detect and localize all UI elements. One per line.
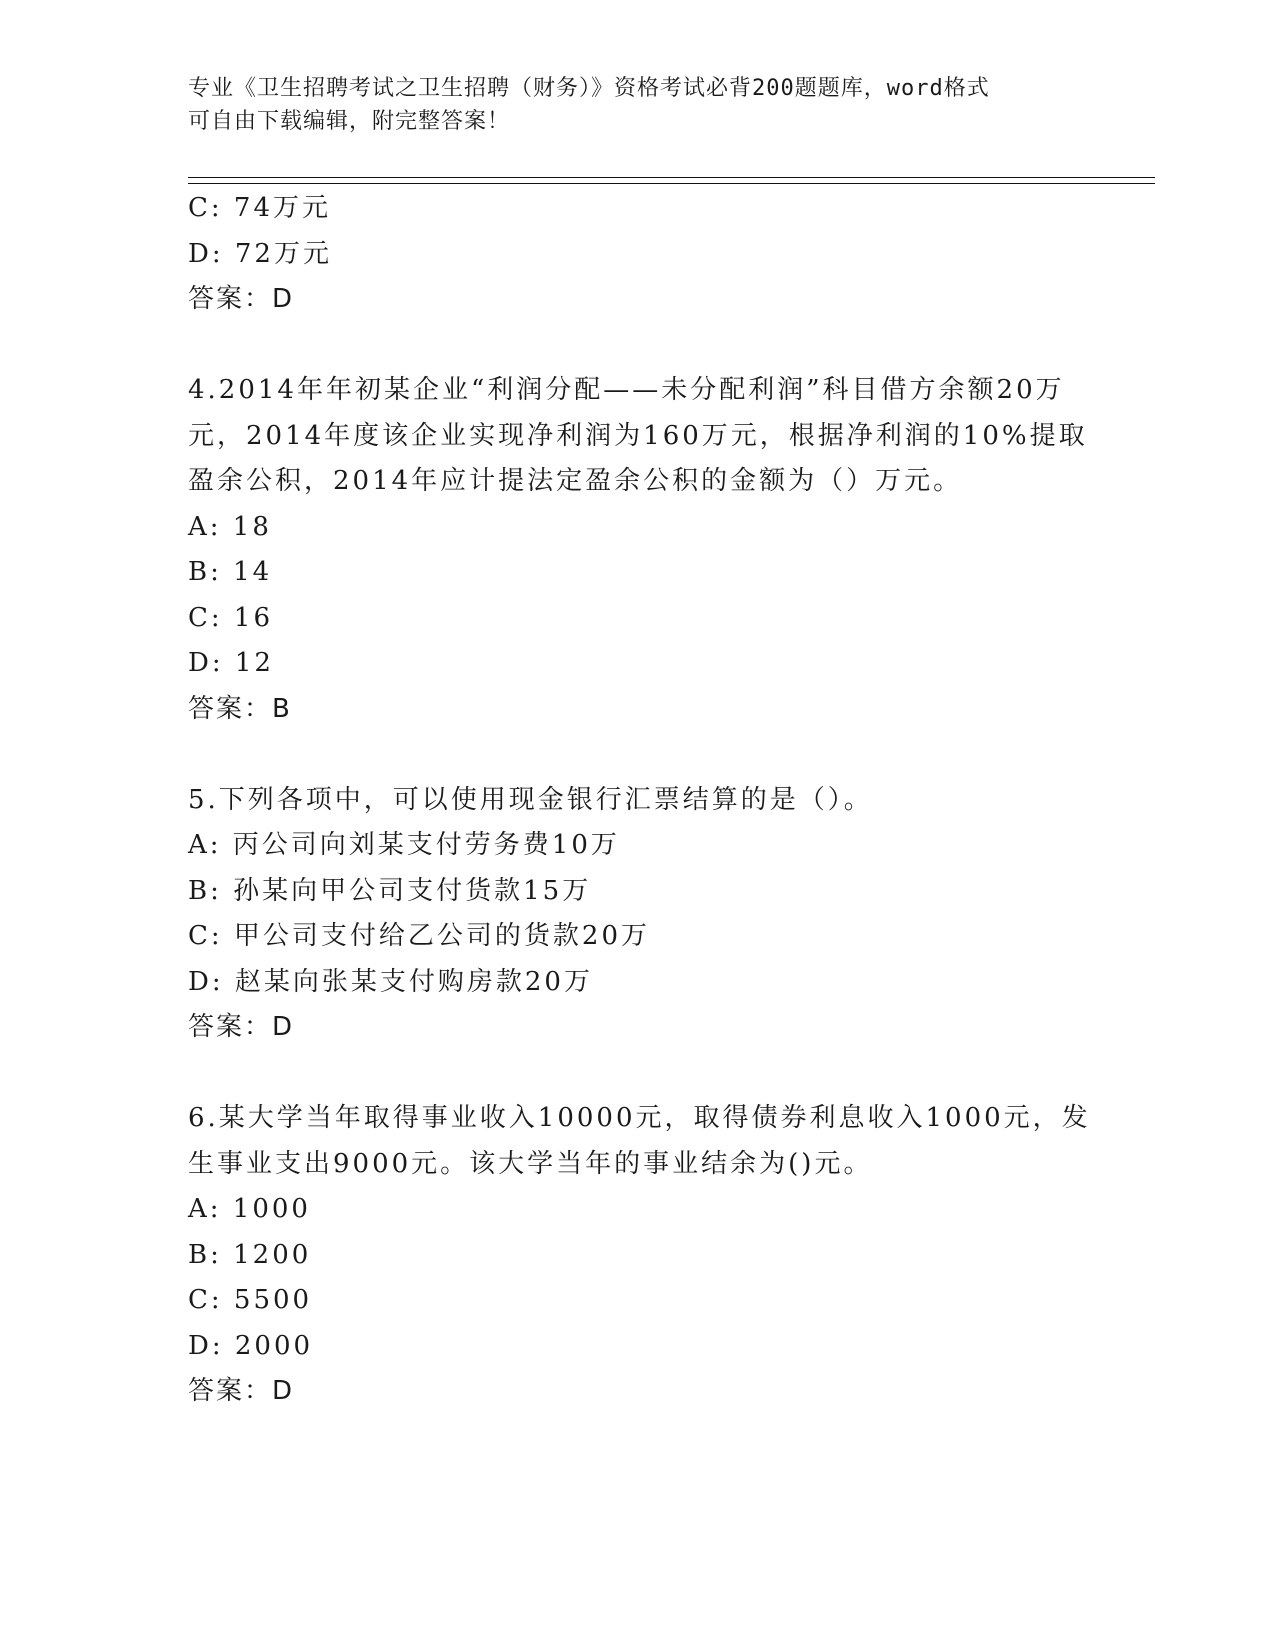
question-stem-line: 元，2014年度该企业实现净利润为160万元，根据净利润的10%提取 (188, 420, 1088, 451)
spacer (188, 323, 1088, 369)
answer-line: 答案：D (188, 1012, 295, 1042)
option-b: B: 1200 (188, 1239, 312, 1270)
question-stem-line: 4.2014年年初某企业“利润分配——未分配利润”科目借方余额20万 (188, 375, 1065, 405)
option-c: C: 74万元 (188, 193, 332, 223)
question-4 (188, 368, 1088, 732)
option-d: D: 72万元 (188, 238, 332, 269)
question-stem-line: 6.某大学当年取得事业收入10000元，取得债券利息收入1000元，发 (188, 1103, 1091, 1133)
option-d: D: 12 (188, 648, 274, 678)
header-title-line-1: 专业《卫生招聘考试之卫生招聘（财务）》资格考试必背200题题库，word格式 (188, 76, 990, 101)
option-c: C: 16 (188, 602, 274, 633)
question-3-tail (188, 186, 1088, 323)
option-b: B: 14 (188, 557, 273, 587)
question-6 (188, 1096, 1091, 1415)
option-d: D: 赵某向张某支付购房款20万 (188, 966, 593, 997)
option-c: C: 甲公司支付给乙公司的货款20万 (188, 921, 651, 951)
spacer (188, 732, 1088, 778)
option-b: B: 孙某向甲公司支付货款15万 (188, 875, 592, 906)
option-a: A: 18 (188, 511, 272, 542)
spacer (188, 1051, 1088, 1097)
option-a: A: 1000 (188, 1194, 311, 1224)
question-stem-line: 5.下列各项中，可以使用现金银行汇票结算的是（）。 (188, 784, 873, 815)
header-double-rule (188, 177, 1155, 184)
option-c: C: 5500 (188, 1285, 313, 1315)
answer-line: 答案：B (188, 693, 292, 724)
answer-line: 答案：D (188, 284, 295, 314)
question-stem-line: 生事业支出9000元。该大学当年的事业结余为()元。 (188, 1148, 873, 1179)
answer-line: 答案：D (188, 1376, 295, 1406)
document-body (188, 186, 1091, 1415)
question-stem-line: 盈余公积，2014年应计提法定盈余公积的金额为（）万元。 (188, 466, 963, 496)
option-a: A: 丙公司向刘某支付劳务费10万 (188, 830, 620, 860)
option-d: D: 2000 (188, 1330, 314, 1361)
header-title-line-2: 可自由下载编辑，附完整答案！ (188, 109, 511, 134)
question-5 (188, 778, 1088, 1051)
page-header (188, 72, 1068, 138)
